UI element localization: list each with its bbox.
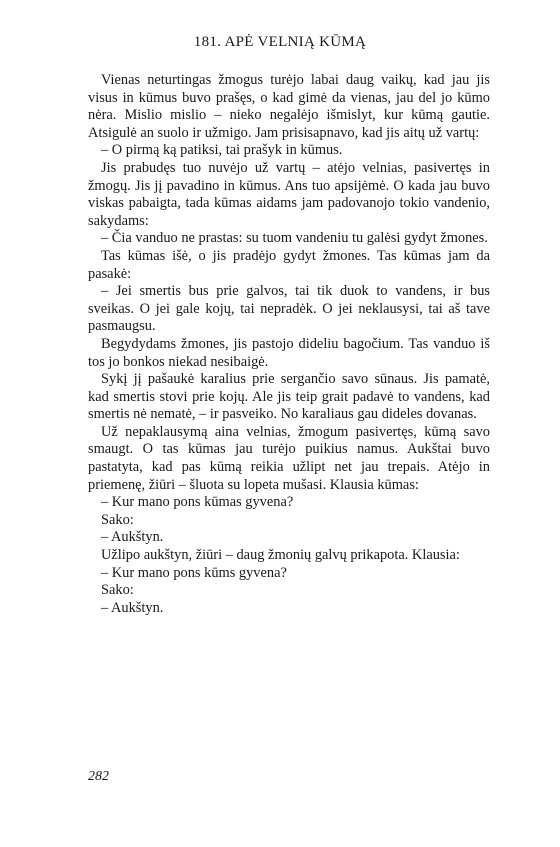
paragraph: Begydydams žmones, jis pastojo dideliu bagočium. Tas vanduo iš tos jo bonkos niekad nesibaigė. (88, 335, 490, 370)
story-text (88, 72, 490, 617)
paragraph: – O pirmą ką patiksi, tai prašyk in kūmus. (101, 142, 343, 159)
paragraph: Užlipo aukštyn, žiūri – daug žmonių galvų prikapota. Klausia: (101, 547, 460, 564)
paragraph: Tas kūmas išė, o jis pradėjo gydyt žmones. Tas kūmas jam da pasakė: (88, 247, 490, 282)
paragraph: – Aukštyn. (101, 599, 164, 616)
paragraph: Sykį jį pašaukė karalius prie sergančio savo sūnaus. Jis pamatė, kad smertis stovi prie kojų. Ale jis teip grait padavė to vandens, kad smertis nė nematė, – ir pasveiko. No karaliaus gau dideles dovanas. (88, 371, 490, 423)
paragraph: Vienas neturtingas žmogus turėjo labai daug vaikų, kad jau jis visus in kūmus buvo prašęs, o kad gimė da vienas, jau del jo kūmo nėra. Mislio mislio – nieko negalėjo išmislyt, kur kūmą gautie. Atsigulė an suolo ir užmigo. Jam prisisapnavo, kad jis aitų už vartų: (88, 72, 490, 141)
paragraph: – Aukštyn. (101, 529, 164, 546)
page-number: 282 (88, 769, 109, 784)
paragraph: – Kur mano pons kūmas gyvena? (101, 494, 294, 511)
paragraph: Jis prabudęs tuo nuvėjo už vartų – atėjo velnias, pasivertęs in žmogų. Jis jį pavadino in kūmus. Ans tuo apsijėmė. O kada jau buvo viskas pabaigta, tada kūmas aidams jam padovanojo tokio vandenio, sakydams: (88, 159, 490, 229)
paragraph: Sako: (101, 582, 134, 599)
paragraph: Už nepaklausymą aina velnias, žmogum pasivertęs, kūmą savo smaugt. O tas kūmas jau turėjo puikius namus. Aukštai buvo pastatyta, kad pas kūmą reikia užlipt net jau trepais. Atėjo in priemenę, žiūri – šluota su lopeta mušasi. Klausia kūmas: (88, 423, 490, 493)
paragraph: – Jei smertis bus prie galvos, tai tik duok to vandens, ir bus sveikas. O jei gale kojų, tai nepradėk. O jei neklausysi, tai aš tave pasmaugsu. (88, 283, 490, 335)
paragraph: – Kur mano pons kūms gyvena? (101, 564, 287, 581)
paragraph: – Čia vanduo ne prastas: su tuom vandeniu tu galėsi gydyt žmones. (101, 230, 488, 247)
page-title: 181. APĖ VELNIĄ KŪMĄ (193, 34, 367, 50)
paragraph: Sako: (101, 511, 134, 528)
